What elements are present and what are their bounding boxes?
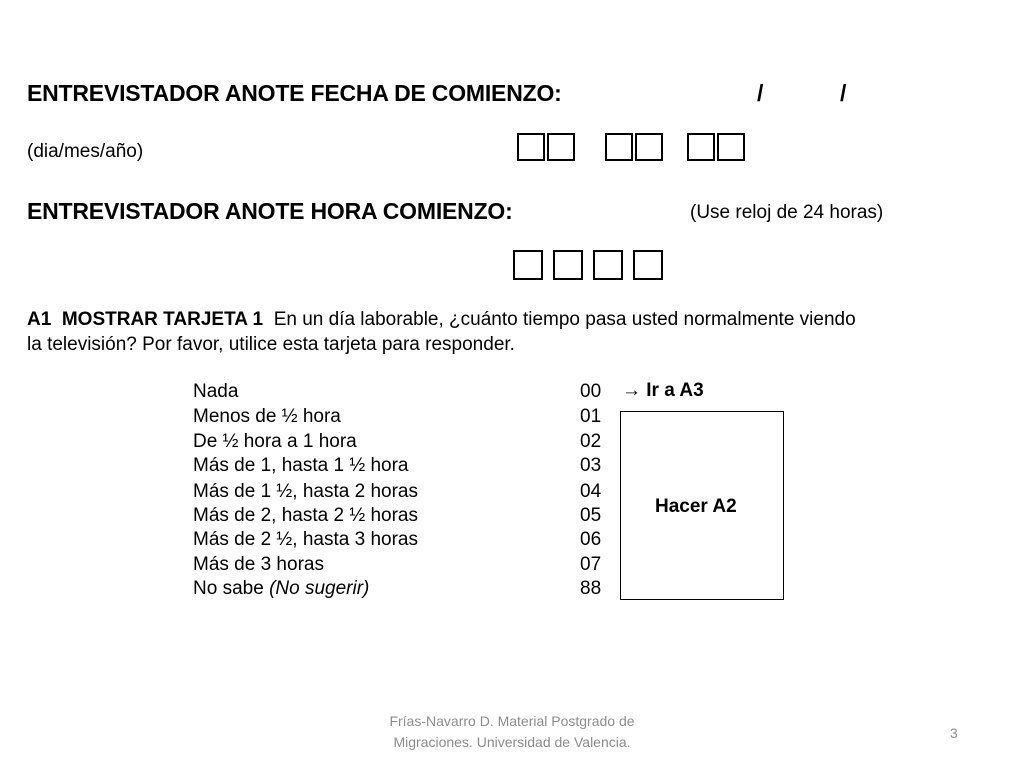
date-day-box-1[interactable]	[517, 133, 545, 161]
option-code[interactable]: 00	[580, 381, 602, 402]
footer-line-1: Frías-Navarro D. Material Postgrado de	[389, 713, 635, 729]
question-text-1: En un día laborable, ¿cuánto tiempo pasa usted normalmente viendo	[273, 309, 856, 330]
time-box-2[interactable]	[553, 250, 583, 280]
time-box-4[interactable]	[633, 250, 663, 280]
question-instruction: MOSTRAR TARJETA 1	[61, 309, 264, 330]
question-a1-line1	[27, 309, 856, 331]
option-label: Nada	[193, 381, 239, 402]
option-label: Más de 1, hasta 1 ½ hora	[193, 455, 409, 476]
footer-credit	[352, 711, 672, 753]
option-label: Más de 3 horas	[193, 554, 324, 575]
date-slash-2: /	[840, 80, 847, 106]
option-label: Más de 2 ½, hasta 3 horas	[193, 529, 418, 550]
date-month-box-2[interactable]	[635, 133, 663, 161]
option-code[interactable]: 07	[580, 554, 602, 575]
option-code[interactable]: 02	[580, 431, 602, 452]
option-code[interactable]: 04	[580, 481, 602, 502]
date-day-box-2[interactable]	[547, 133, 575, 161]
option-label	[193, 578, 369, 600]
page-number: 3	[950, 725, 958, 741]
time-box-1[interactable]	[513, 250, 543, 280]
option-code[interactable]: 01	[580, 406, 602, 427]
arrow-right-icon: →	[622, 380, 641, 401]
time-heading: ENTREVISTADOR ANOTE HORA COMIENZO:	[27, 198, 513, 224]
option-code[interactable]: 05	[580, 505, 602, 526]
date-month-box-1[interactable]	[605, 133, 633, 161]
skip-instruction	[622, 380, 704, 402]
option-label-text: No sabe	[193, 578, 264, 599]
option-label: Menos de ½ hora	[193, 406, 341, 427]
date-day-boxes	[517, 133, 575, 161]
a2-routing-label: Hacer A2	[655, 496, 737, 517]
time-box-3[interactable]	[593, 250, 623, 280]
option-code[interactable]: 88	[580, 578, 602, 599]
option-code[interactable]: 06	[580, 529, 602, 550]
time-format-note: (Use reloj de 24 horas)	[690, 202, 884, 223]
option-code[interactable]: 03	[580, 455, 602, 476]
date-format-label: (dia/mes/año)	[27, 141, 144, 162]
date-slash-1: /	[757, 80, 764, 106]
date-month-boxes	[605, 133, 663, 161]
option-label: Más de 1 ½, hasta 2 horas	[193, 481, 418, 502]
date-year-box-1[interactable]	[687, 133, 715, 161]
date-heading: ENTREVISTADOR ANOTE FECHA DE COMIENZO:	[27, 80, 562, 106]
question-id: A1	[27, 309, 52, 330]
question-text-2: la televisión? Por favor, utilice esta tarjeta para responder.	[27, 334, 515, 355]
option-label: Más de 2, hasta 2 ½ horas	[193, 505, 418, 526]
date-year-box-2[interactable]	[717, 133, 745, 161]
option-label-note: (No sugerir)	[269, 578, 370, 599]
time-boxes	[513, 250, 663, 280]
date-year-boxes	[687, 133, 745, 161]
footer-line-2: Migraciones. Universidad de Valencia.	[393, 734, 631, 750]
skip-text: Ir a A3	[646, 380, 704, 401]
option-label: De ½ hora a 1 hora	[193, 431, 357, 452]
